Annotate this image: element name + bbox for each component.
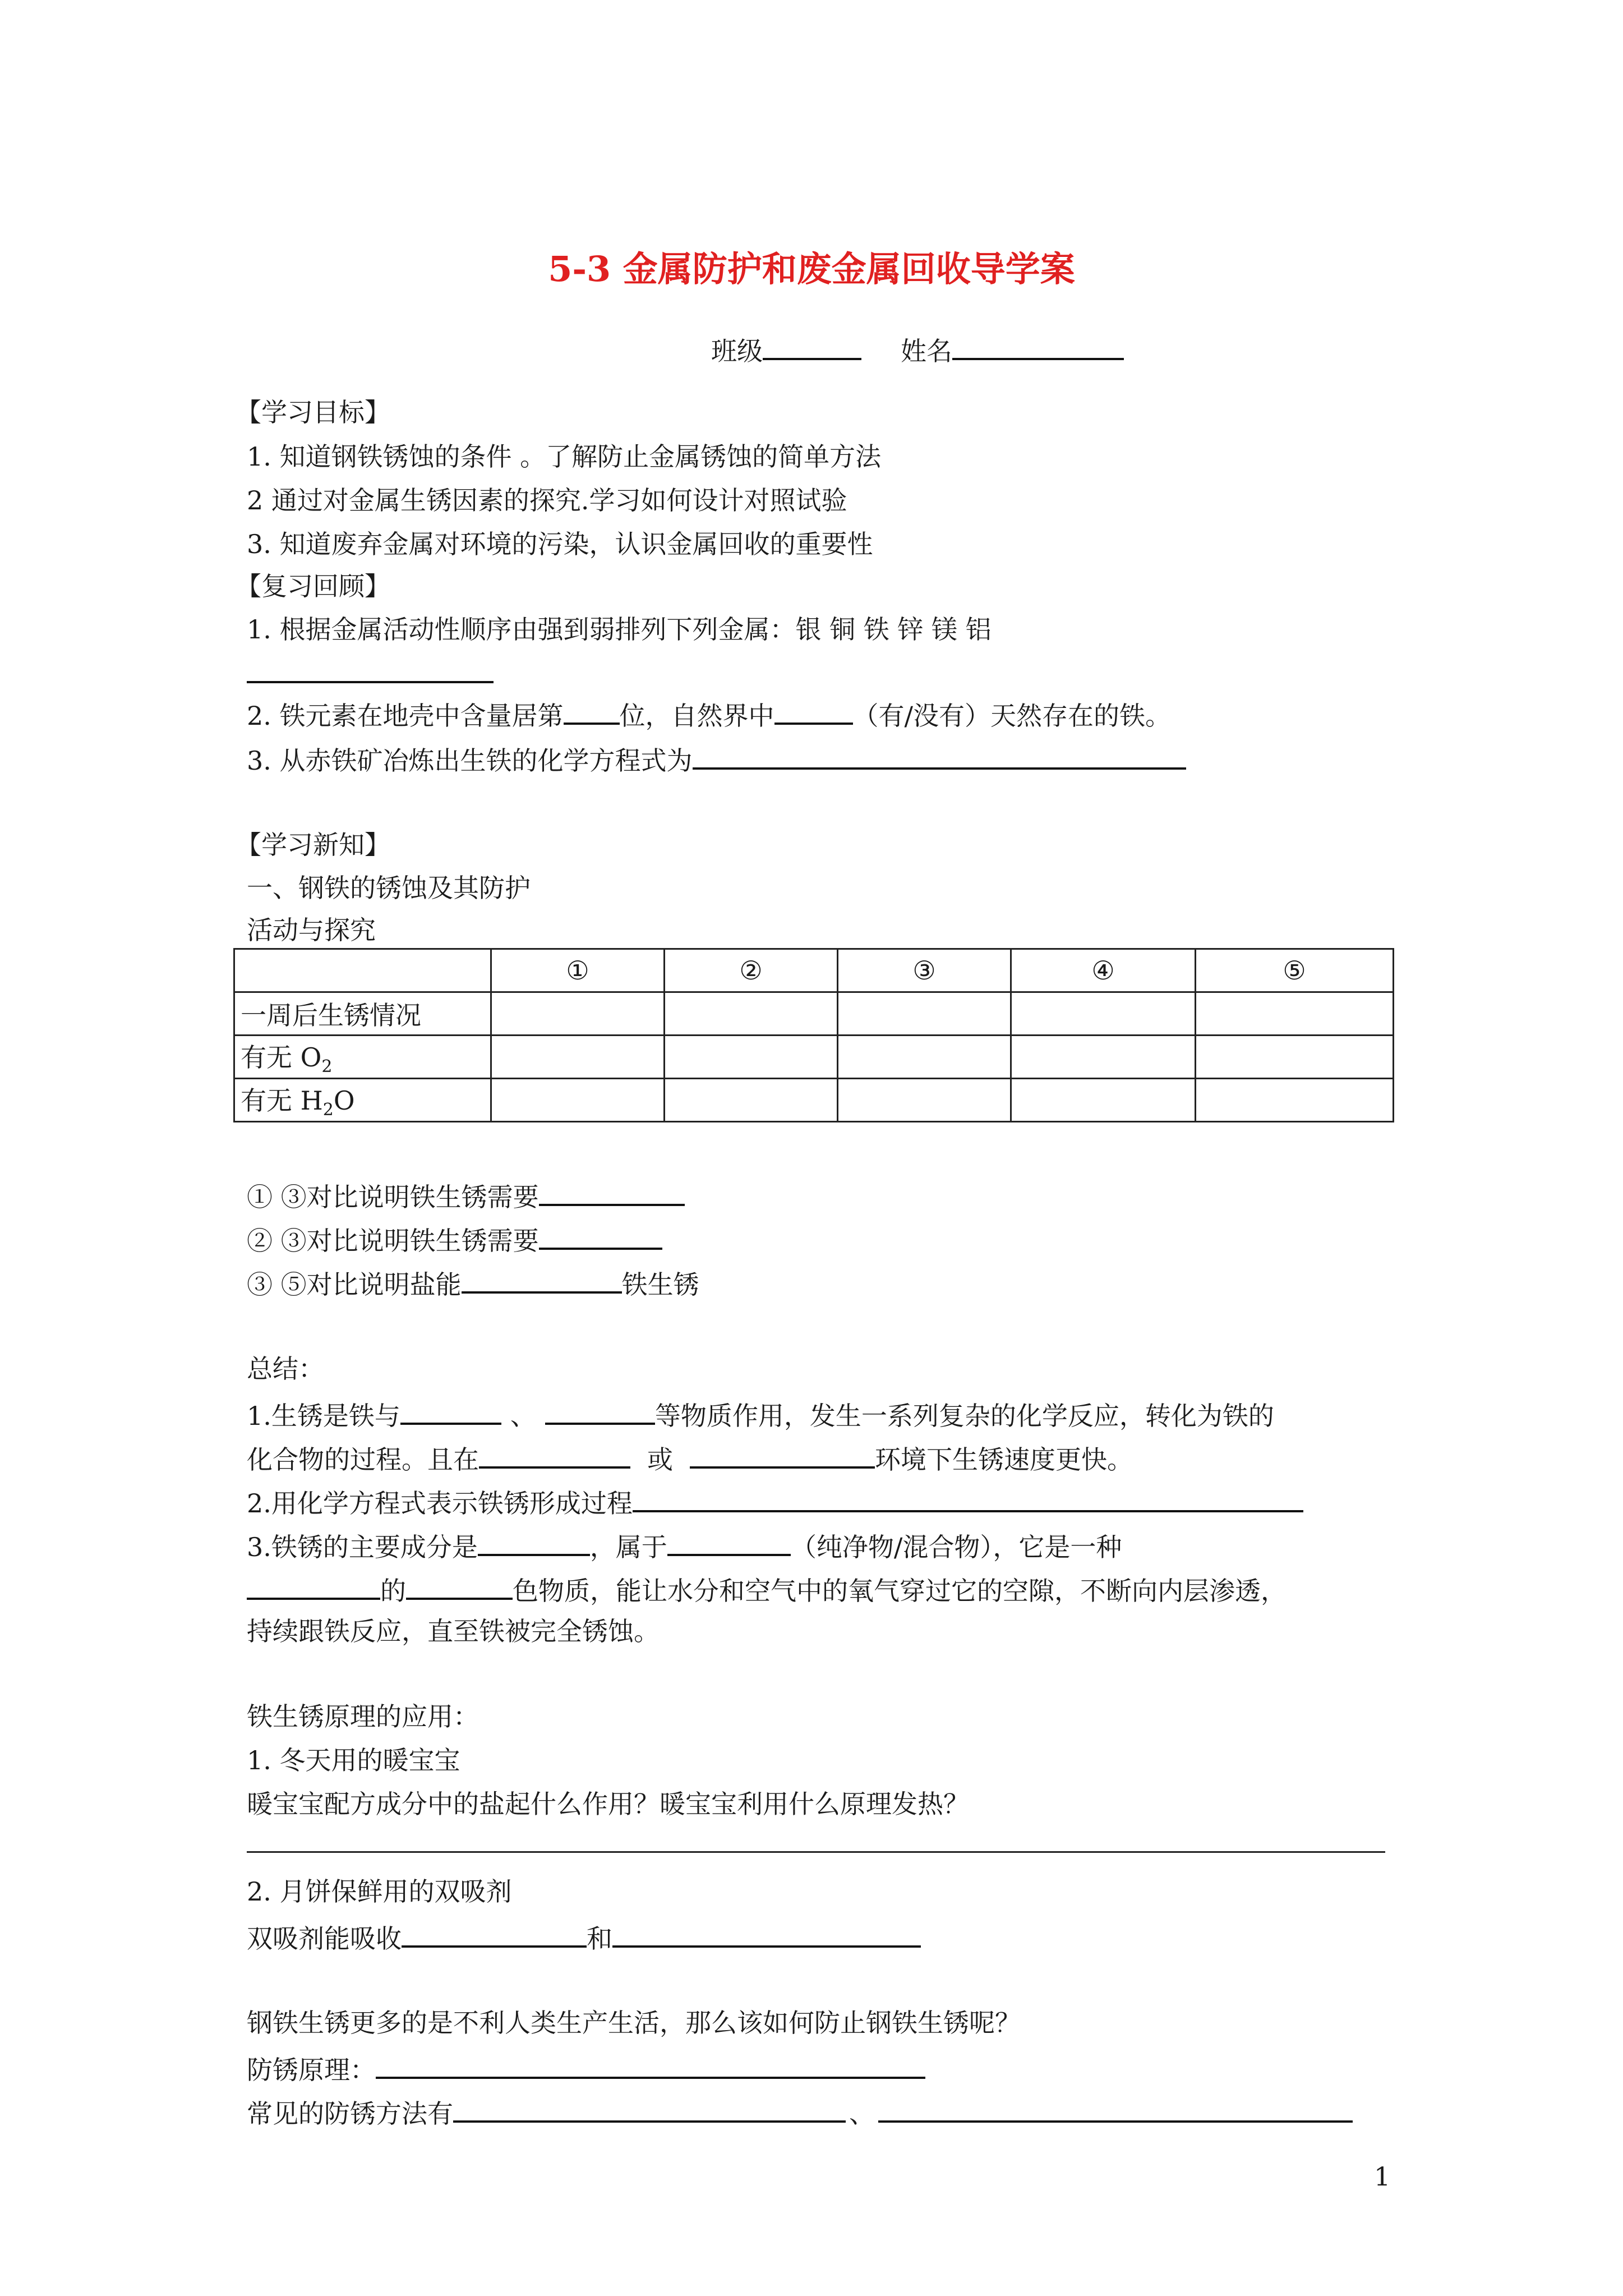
name-label: 姓名 xyxy=(901,336,952,366)
table-cell[interactable] xyxy=(1196,1079,1394,1122)
summary-blank[interactable] xyxy=(478,1527,590,1556)
application-item-2: 2. 月饼保鲜用的双吸剂 xyxy=(247,1876,512,1907)
comparison-2-blank[interactable] xyxy=(539,1221,662,1250)
table-cell[interactable] xyxy=(1196,1036,1394,1079)
table-row-label: 有无 $O_2$ xyxy=(234,1036,491,1079)
name-blank[interactable] xyxy=(952,331,1124,360)
table-cell[interactable] xyxy=(838,1036,1011,1079)
rank-blank[interactable] xyxy=(564,696,620,725)
comparison-1-blank[interactable] xyxy=(539,1177,685,1206)
summary-blank[interactable] xyxy=(667,1527,791,1556)
summary-line-3: 2.用化学方程式表示铁锈形成过程 xyxy=(247,1483,1303,1520)
table-header-cell: ⑤ xyxy=(1196,949,1394,992)
table-cell[interactable] xyxy=(491,1079,665,1122)
review-question-1: 1. 根据金属活动性顺序由强到弱排列下列金属：银 铜 铁 锌 镁 铝 xyxy=(247,614,992,645)
comparison-1: ① ③对比说明铁生锈需要 xyxy=(247,1177,685,1214)
table-header-cell: ④ xyxy=(1011,949,1196,992)
review-heading: 【复习回顾】 xyxy=(236,571,390,601)
table-row xyxy=(234,1079,1394,1122)
table-header-cell: ① xyxy=(491,949,665,992)
absorb-blank[interactable] xyxy=(612,1918,921,1948)
application-item-1: 1. 冬天用的暖宝宝 xyxy=(247,1745,460,1775)
review-answer-1-blank[interactable] xyxy=(247,654,494,683)
objective-item: 3. 知道废弃金属对环境的污染，认识金属回收的重要性 xyxy=(247,529,873,559)
summary-blank[interactable] xyxy=(633,1483,1303,1512)
table-cell[interactable] xyxy=(1011,992,1196,1036)
table-cell[interactable] xyxy=(665,1079,838,1122)
method-blank[interactable] xyxy=(878,2093,1353,2123)
comparison-2: ② ③对比说明铁生锈需要 xyxy=(247,1221,662,1258)
activity-table xyxy=(233,948,1394,1122)
page-title: 5-3 金属防护和废金属回收导学案 xyxy=(548,249,1075,289)
summary-line-4: 3.铁锈的主要成分是 ，属于 （纯净物/混合物），它是一种 xyxy=(247,1527,1122,1564)
table-cell[interactable] xyxy=(838,1079,1011,1122)
objective-item: 1. 知道钢铁锈蚀的条件 。了解防止金属锈蚀的简单方法 xyxy=(247,441,882,472)
principle-blank[interactable] xyxy=(376,2050,925,2079)
application-question-1: 暖宝宝配方成分中的盐起什么作用？暖宝宝利用什么原理发热？ xyxy=(247,1789,969,1819)
table-row-label: 一周后生锈情况 xyxy=(234,992,491,1036)
table-cell xyxy=(234,949,491,992)
answer-line[interactable] xyxy=(247,1851,1385,1853)
table-cell[interactable] xyxy=(665,992,838,1036)
table-row xyxy=(234,992,1394,1036)
table-row xyxy=(234,1036,1394,1079)
summary-line-1: 1.生锈是铁与 、 等物质作用，发生一系列复杂的化学反应，转化为铁的 xyxy=(247,1396,1274,1433)
summary-blank[interactable] xyxy=(545,1396,655,1425)
application-question-2: 双吸剂能吸收 和 xyxy=(247,1918,921,1955)
objectives-heading: 【学习目标】 xyxy=(236,397,390,427)
review-question-3: 3. 从赤铁矿冶炼出生铁的化学方程式为 xyxy=(247,740,1186,777)
summary-line-5: 的 色物质，能让水分和空气中的氧气穿过它的空隙，不断向内层渗透， xyxy=(247,1571,1287,1608)
review-question-2: 2. 铁元素在地壳中含量居第 位，自然界中 （有/没有）天然存在的铁。 xyxy=(247,696,1171,733)
table-cell[interactable] xyxy=(491,992,665,1036)
method-blank[interactable] xyxy=(453,2093,846,2123)
summary-line-6: 持续跟铁反应，直至铁被完全锈蚀。 xyxy=(247,1616,660,1646)
prevention-question: 钢铁生锈更多的是不利人类生产生活，那么该如何防止钢铁生锈呢？ xyxy=(247,2008,1021,2038)
table-cell[interactable] xyxy=(1011,1079,1196,1122)
summary-blank[interactable] xyxy=(400,1396,501,1425)
summary-heading: 总结： xyxy=(247,1354,324,1384)
new-knowledge-heading: 【学习新知】 xyxy=(236,830,390,860)
comparison-3-blank[interactable] xyxy=(462,1264,622,1294)
summary-blank[interactable] xyxy=(479,1439,630,1469)
table-cell[interactable] xyxy=(1011,1036,1196,1079)
student-info-line xyxy=(711,331,1124,368)
exist-blank[interactable] xyxy=(774,696,853,725)
table-header-cell: ③ xyxy=(838,949,1011,992)
class-label: 班级 xyxy=(711,336,763,366)
summary-line-2: 化合物的过程。且在 或 环境下生锈速度更快。 xyxy=(247,1439,1133,1476)
comparison-3: ③ ⑤对比说明盐能 铁生锈 xyxy=(247,1264,699,1301)
table-cell[interactable] xyxy=(665,1036,838,1079)
table-cell[interactable] xyxy=(1196,992,1394,1036)
table-header-cell: ② xyxy=(665,949,838,992)
table-row-label: 有无 $H_2O$ xyxy=(234,1079,491,1122)
activity-heading: 活动与探究 xyxy=(247,915,376,945)
application-heading: 铁生锈原理的应用： xyxy=(247,1701,479,1732)
equation-blank[interactable] xyxy=(693,740,1186,770)
table-cell[interactable] xyxy=(491,1036,665,1079)
page-number: 1 xyxy=(1374,2161,1391,2192)
table-row xyxy=(234,949,1394,992)
section-heading: 一、钢铁的锈蚀及其防护 xyxy=(247,873,531,903)
summary-blank[interactable] xyxy=(406,1571,513,1600)
prevention-principle: 防锈原理： xyxy=(247,2050,925,2087)
class-blank[interactable] xyxy=(763,331,861,360)
objective-item: 2 通过对金属生锈因素的探究.学习如何设计对照试验 xyxy=(247,485,847,516)
summary-blank[interactable] xyxy=(690,1439,875,1469)
summary-blank[interactable] xyxy=(247,1571,380,1600)
table-cell[interactable] xyxy=(838,992,1011,1036)
prevention-methods: 常见的防锈方法有 、 xyxy=(247,2093,1353,2131)
absorb-blank[interactable] xyxy=(402,1918,587,1948)
